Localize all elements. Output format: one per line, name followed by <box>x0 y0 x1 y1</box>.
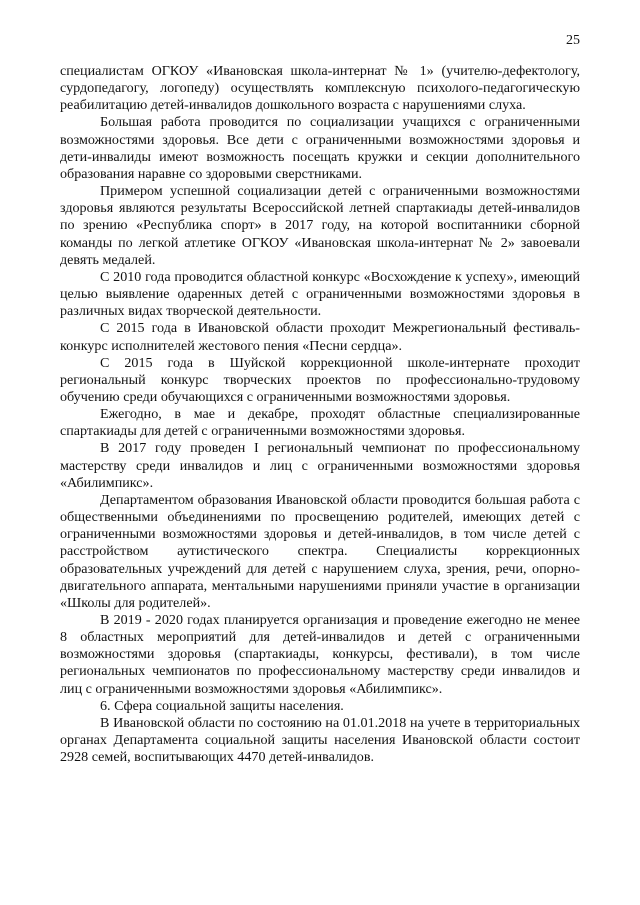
paragraph-contest-2010: С 2010 года проводится областной конкурс «Восхождение к успеху», имеющий целью выявление одаренных детей с ограниченными возможностями здоровья в различных видах творческой деятельности. <box>60 268 580 320</box>
paragraph-spartakiada-example: Примером успешной социализации детей с ограниченными возможностями здоровья являются результаты Всероссийской летней спартакиады детей-инвалидов по зрению «Республика спорт» в 2017 году, на которой воспитанники сборной команды по легкой атлетике ОГКОУ «Ивановская школа-интернат № 2» завоевали девять медалей. <box>60 183 580 268</box>
paragraph-abilympics-2017: В 2017 году проведен I региональный чемпионат по профессиональному мастерству среди инвалидов и лиц с ограниченными возможностями здоровья «Абилимпикс». <box>60 440 580 491</box>
paragraph-socialization: Большая работа проводится по социализации учащихся с ограниченными возможностями здоровья. Все дети с ограниченными возможностями здоровья и дети-инвалиды имеют возможность посещать кружки и секции дополнительного образования наравне со здоровыми сверстниками. <box>60 114 580 182</box>
paragraph-parents-work: Департаментом образования Ивановской области проводится большая работа с общественными объединениями по просвещению родителей, имеющих детей с ограниченными возможностями здоровья и детей-инвалидов, в том числе детей с расстройством аутистического спектра. Специалисты коррекционных образовательных учреждений для детей с нарушением слуха, зрения, речи, опорно-двигательного аппарата, ментальными нарушениями приняли участие в организации «Школы для родителей». <box>60 491 580 611</box>
paragraph-shuya-contest: С 2015 года в Шуйской коррекционной школе-интернате проходит региональный конкурс творческих проектов по профессионально-трудовому обучению среди обучающихся с ограниченными возможностями здоровья. <box>60 354 580 405</box>
paragraph-continuation: специалистам ОГКОУ «Ивановская школа-интернат № 1» (учителю-дефектологу, сурдопедагогу, логопеду) осуществлять комплексную психолого-педагогическую реабилитацию детей-инвалидов дошкольного возраста с нарушениями слуха. <box>60 63 580 114</box>
paragraph-registered-families: В Ивановской области по состоянию на 01.01.2018 на учете в территориальных органах Департамента социальной защиты населения Ивановской области состоит 2928 семей, воспитывающих 4470 детей-инвалидов. <box>60 714 580 766</box>
paragraph-festival-2015: С 2015 года в Ивановской области проходит Межрегиональный фестиваль-конкурс исполнителей жестового пения «Песни сердца». <box>60 320 580 354</box>
document-body <box>60 63 580 766</box>
paragraph-annual-spartakiada: Ежегодно, в мае и декабре, проходят областные специализированные спартакиады для детей с ограниченными возможностями здоровья. <box>60 406 580 440</box>
paragraph-plans-2019-2020: В 2019 - 2020 годах планируется организация и проведение ежегодно не менее 8 областных мероприятий для детей-инвалидов и детей с ограниченными возможностями здоровья (спартакиады, конкурсы, фестивали), в том числе региональных чемпионатов по профессиональному мастерству среди инвалидов и лиц с ограниченными возможностями здоровья «Абилимпикс». <box>60 612 580 697</box>
page-number: 25 <box>566 33 580 48</box>
section-heading-social-protection: 6. Сфера социальной защиты населения. <box>100 697 344 714</box>
